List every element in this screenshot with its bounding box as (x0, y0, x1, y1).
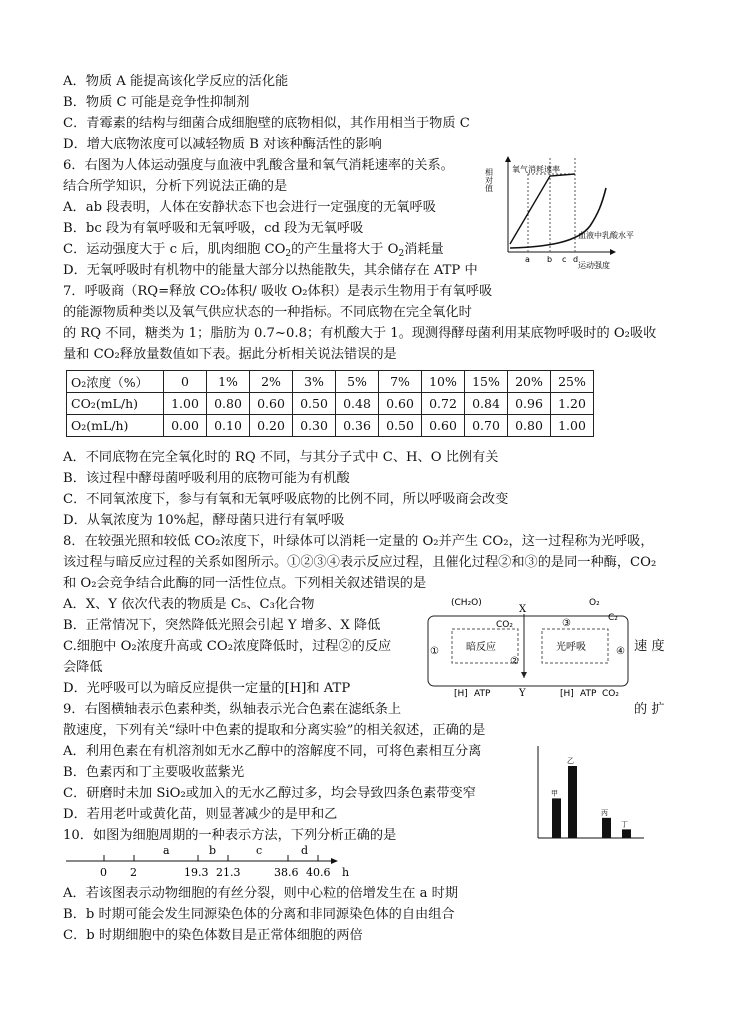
q7-option-c: C．不同氧浓度下，参与有氧和无氧呼吸底物的比例不同，所以呼吸商会改变 (63, 492, 509, 507)
q8-step-2: ② (510, 656, 519, 667)
table-cell: 0.96 (508, 393, 551, 415)
table-cell: 0.60 (379, 393, 422, 415)
q8-dark-reaction-label: 暗反应 (466, 642, 496, 653)
q6-tick-d: d (573, 255, 579, 264)
q6-option-b: B．bc 段为有氧呼吸和无氧呼吸，cd 段为无氧呼吸 (63, 221, 364, 236)
table-cell: 1.00 (164, 393, 207, 415)
table-cell: 0.80 (207, 393, 250, 415)
table-cell: 0.48 (336, 393, 379, 415)
q10-tick-19-3: 19.3 (184, 866, 209, 879)
table-cell: 0.30 (293, 415, 336, 437)
table-cell: 1.20 (551, 393, 594, 415)
table-cell: 0.60 (250, 393, 293, 415)
q6-tick-a: a (525, 255, 530, 264)
q8-line-2: 该过程与暗反应过程的关系如图所示。①②③④表示反应过程，且催化过程②和③的是同一种酶，CO₂ (63, 555, 657, 570)
bar-4 (622, 829, 631, 838)
bar-label-2: 乙 (567, 757, 574, 765)
q7-line-4: 量和 CO₂释放量数值如下表。据此分析相关说法错误的是 (63, 347, 397, 362)
q6-tick-c: c (562, 255, 567, 264)
q8-co2-in-label: CO₂ (496, 620, 513, 630)
q8-atp-right: ATP (580, 689, 597, 699)
table-cell: 5% (336, 371, 379, 393)
bar-label-4: 丁 (621, 820, 628, 829)
table-row-o2 (67, 415, 594, 437)
table-cell: 7% (379, 371, 422, 393)
q7-option-a: A．不同底物在完全氧化时的 RQ 不同，与其分子式中 C、H、O 比例有关 (63, 450, 499, 465)
q10-tick-40-6: 40.6 (306, 866, 331, 879)
table-cell: 10% (422, 371, 465, 393)
q10-option-c: C．b 时期细胞中的染色体数目是正常体细胞的两倍 (63, 928, 363, 943)
q8-ch2o-label: (CH₂O) (451, 598, 482, 608)
q9-line-1: 9．右图横轴表示色素种类，纵轴表示光合色素在滤纸条上 (63, 702, 402, 717)
q8-line-3: 和 O₂会竞争结合此酶的同一活性位点。下列相关叙述错误的是 (63, 576, 427, 591)
table-cell: 0.20 (250, 415, 293, 437)
table-cell: 1.00 (551, 415, 594, 437)
q10-option-b: B．b 时期可能会发生同源染色体的分离和非同源染色体的自由组合 (63, 907, 455, 922)
q7-line-2: 的能源物质种类以及氧气供应状态的一种指标。不同底物在完全氧化时 (63, 305, 472, 320)
table-cell: 0.70 (465, 415, 508, 437)
bar-1 (552, 798, 561, 838)
q10-label-c: c (256, 844, 263, 857)
q8-y-label: Y (519, 688, 526, 699)
q6-option-d: D．无氧呼吸时有机物中的能量大部分以热能散失，其余储存在 ATP 中 (63, 263, 478, 278)
q8-option-b: B．正常情况下，突然降低光照会引起 Y 增多、X 降低 (63, 618, 381, 633)
q6-x-label: 运动强度 (578, 261, 610, 270)
table-cell: 0.60 (422, 415, 465, 437)
table-cell: 0.80 (508, 415, 551, 437)
q8-photorespiration-label: 光呼吸 (556, 642, 586, 653)
table-cell: 0 (164, 371, 207, 393)
q9-pigment-chart (534, 744, 646, 840)
q5-option-c: C．青霉素的结构与细菌合成细胞壁的底物相似，其作用相当于物质 C (63, 116, 470, 131)
q10-tick-0: 0 (100, 866, 107, 879)
q8-atp-left: ATP (474, 689, 491, 699)
q8-step-3: ③ (562, 618, 571, 629)
q8-option-a: A．X、Y 依次代表的物质是 C₅、C₃化合物 (63, 597, 315, 612)
q10-tick-21-3: 21.3 (216, 866, 241, 879)
q10-label-d: d (301, 844, 309, 857)
q10-tick-38-6: 38.6 (274, 866, 299, 879)
q10-unit: h (342, 866, 350, 879)
q10-tick-2: 2 (130, 866, 137, 879)
q9-line-1-tail: 的 扩 (634, 702, 665, 717)
q9-option-a: A．利用色素在有机溶剂如无水乙醇中的溶解度不同，可将色素相互分离 (63, 744, 482, 759)
table-row-co2 (67, 393, 594, 415)
q7-option-b: B．该过程中酵母菌呼吸利用的底物可能为有机酸 (63, 471, 350, 486)
table-cell: 0.50 (293, 393, 336, 415)
table-cell: 0.10 (207, 415, 250, 437)
q8-option-c-3: 会降低 (63, 660, 103, 675)
q8-option-c-1: C.细胞中 O₂浓度升高或 CO₂浓度降低时，过程②的反应 (63, 639, 392, 654)
q10-label-a: a (163, 844, 170, 857)
q8-step-4: ④ (616, 646, 625, 657)
q9-line-2: 散速度，下列有关“绿叶中色素的提取和分离实验”的相关叙述，正确的是 (63, 723, 486, 738)
bar-label-3: 丙 (601, 808, 608, 817)
q7-option-d: D．从氧浓度为 10%起，酵母菌只进行有氧呼吸 (63, 513, 345, 528)
q6-y-label: 相对值 (484, 168, 494, 192)
table-row-label: CO₂(mL/h) (67, 393, 164, 415)
q6-exercise-graph (484, 154, 634, 270)
q6-lactate-label: 血液中乳酸水平 (578, 231, 634, 240)
bar-2 (568, 766, 577, 838)
q7-line-3: 的 RQ 不同，糖类为 1；脂肪为 0.7~0.8；有机酸大于 1。现测得酵母菌利用某底物呼吸时的 O₂吸收 (63, 326, 657, 341)
table-header-label: O₂浓度（%） (67, 371, 164, 393)
q8-option-d: D．光呼吸可以为暗反应提供一定量的[H]和 ATP (63, 681, 351, 696)
q5-option-d: D．增大底物浓度可以减轻物质 B 对该种酶活性的影响 (63, 137, 382, 152)
q7-data-table (66, 370, 594, 437)
table-row-label: O₂(mL/h) (67, 415, 164, 437)
table-cell: 20% (508, 371, 551, 393)
bar-3 (602, 818, 611, 838)
q10-option-a: A．若该图表示动物细胞的有丝分裂，则中心粒的倍增发生在 a 时期 (63, 886, 459, 901)
q8-photorespiration-diagram (424, 596, 632, 700)
q6-stem-2: 结合所学知识，分析下列说法正确的是 (63, 179, 288, 194)
q8-o2-label: O₂ (589, 598, 600, 608)
q8-h-left: [H] (454, 689, 468, 699)
table-cell: 0.50 (379, 415, 422, 437)
table-cell: 0.72 (422, 393, 465, 415)
q6-o2-label: 氧气消耗速率 (512, 165, 560, 174)
q10-stem: 10．如图为细胞周期的一种表示方法，下列分析正确的是 (63, 828, 397, 843)
q6-option-a: A．ab 段表明，人体在安静状态下也会进行一定强度的无氧呼吸 (63, 200, 436, 215)
q6-option-c: C．运动强度大于 c 后，肌肉细胞 $CO_2$的产生量将大于 $O_2$消耗量 (63, 242, 444, 259)
q9-option-b: B．色素丙和丁主要吸收蓝紫光 (63, 765, 245, 780)
q9-option-c: C．研磨时未加 SiO₂或加入的无水乙醇过多，均会导致四条色素带变窄 (63, 786, 476, 801)
q8-co2-out-label: CO₂ (602, 689, 619, 699)
table-header-row (67, 371, 594, 393)
table-cell: 0.36 (336, 415, 379, 437)
q8-line-1: 8．在较强光照和较低 CO₂浓度下，叶绿体可以消耗一定量的 O₂并产生 CO₂，这一过程称为光呼吸， (63, 534, 654, 549)
q8-h-right: [H] (560, 689, 574, 699)
q10-label-b: b (209, 844, 217, 857)
q8-option-c-2: 速 度 (634, 639, 665, 654)
q8-c2-label: C₂ (608, 613, 618, 623)
table-cell: 0.84 (465, 393, 508, 415)
q10-cell-cycle-timeline (66, 843, 356, 881)
q7-line-1: 7．呼吸商（RQ=释放 CO₂体积/ 吸收 O₂体积）是表示生物用于有氧呼吸 (63, 284, 493, 299)
q5-option-b: B．物质 C 可能是竞争性抑制剂 (63, 95, 250, 110)
q8-step-1: ① (430, 646, 439, 657)
table-cell: 2% (250, 371, 293, 393)
bar-label-1: 甲 (551, 789, 558, 798)
table-cell: 1% (207, 371, 250, 393)
q6-tick-b: b (547, 255, 553, 264)
q6-stem-1: 6．右图为人体运动强度与血液中乳酸含量和氧气消耗速率的关系。 (63, 158, 454, 173)
table-cell: 0.00 (164, 415, 207, 437)
q9-option-d: D．若用老叶或黄化苗，则显著减少的是甲和乙 (63, 807, 338, 822)
q5-option-a: A．物质 A 能提高该化学反应的活化能 (63, 74, 289, 89)
table-cell: 15% (465, 371, 508, 393)
table-cell: 3% (293, 371, 336, 393)
q8-x-label: X (519, 604, 527, 615)
table-cell: 25% (551, 371, 594, 393)
